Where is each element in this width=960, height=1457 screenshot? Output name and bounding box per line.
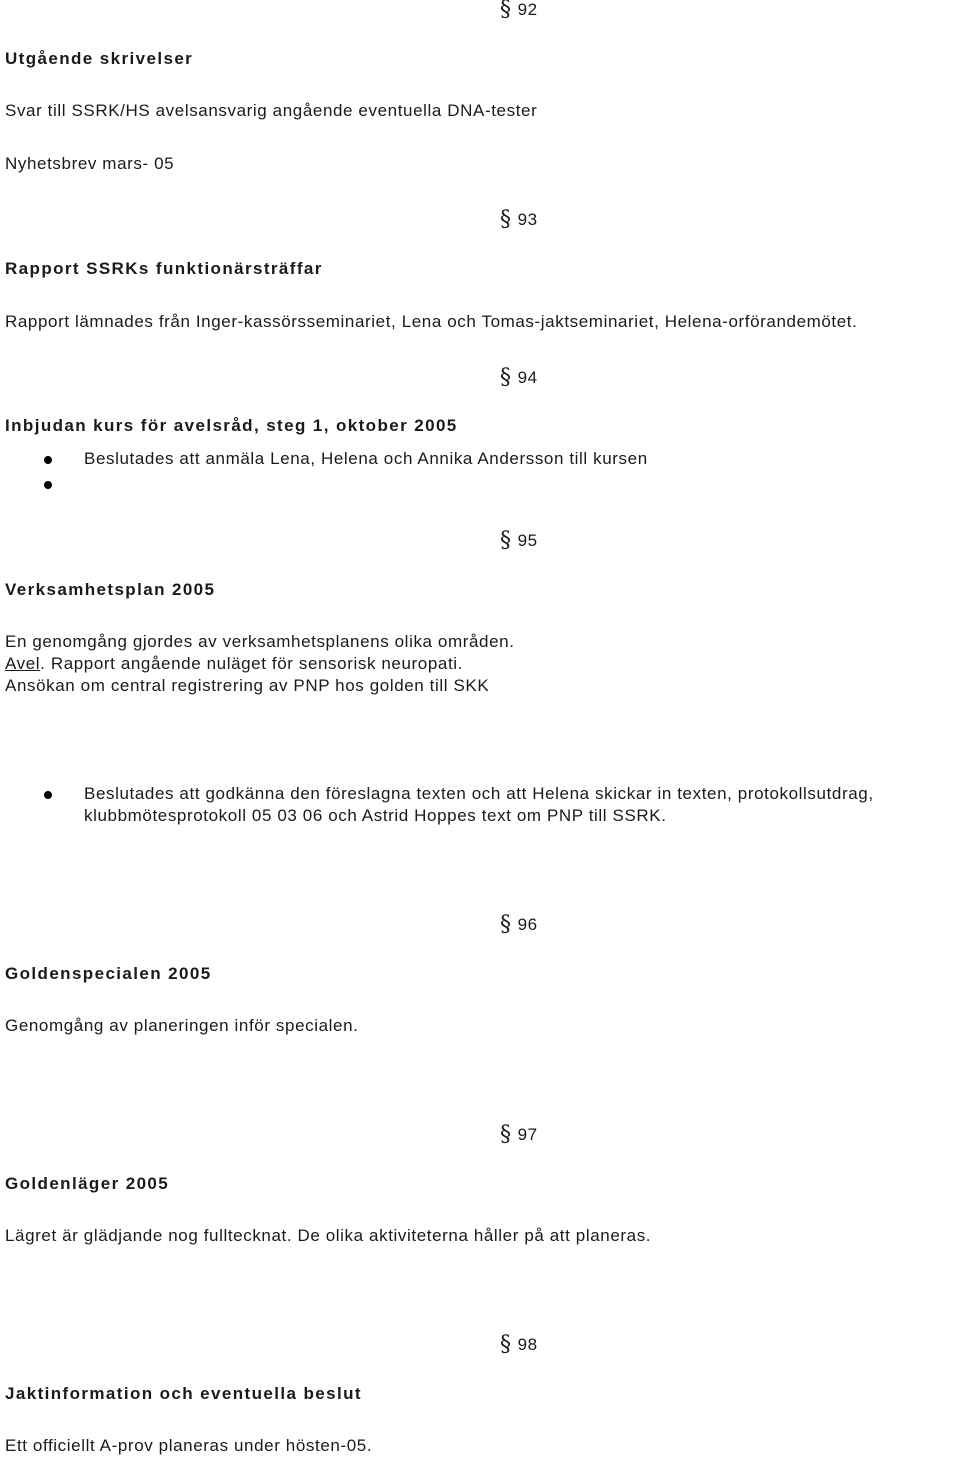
- paragraph-number-98: § 98: [500, 1332, 538, 1357]
- list-item: Beslutades att godkänna den föreslagna texten och att Helena skickar in texten, protokollsutdrag,: [84, 784, 874, 803]
- body-text: Genomgång av planeringen inför specialen.: [5, 1016, 359, 1035]
- section-heading: Jaktinformation och eventuella beslut: [5, 1384, 362, 1403]
- body-text: Lägret är glädjande nog fulltecknat. De olika aktiviteterna håller på att planeras.: [5, 1226, 652, 1245]
- section-sign: §: [500, 1122, 512, 1147]
- bullet-icon: [44, 456, 52, 464]
- paragraph-number-93: § 93: [500, 207, 538, 232]
- body-text: Rapport lämnades från Inger-kassörsseminariet, Lena och Tomas-jaktseminariet, Helena-orförandemötet.: [5, 312, 858, 331]
- paragraph-number-92: § 92: [500, 0, 538, 21]
- body-text: Svar till SSRK/HS avelsansvarig angående eventuella DNA-tester: [5, 101, 538, 120]
- section-sign: §: [500, 1332, 512, 1357]
- list-item: Beslutades att anmäla Lena, Helena och Annika Andersson till kursen: [84, 449, 648, 468]
- list-item-continued: klubbmötesprotokoll 05 03 06 och Astrid Hoppes text om PNP till SSRK.: [84, 806, 667, 825]
- paragraph-number-97: § 97: [500, 1122, 538, 1147]
- section-sign: §: [500, 365, 512, 390]
- body-text: Ett officiellt A-prov planeras under hösten-05.: [5, 1436, 373, 1455]
- body-text: Ansökan om central registrering av PNP hos golden till SKK: [5, 676, 490, 695]
- avel-link[interactable]: Avel: [5, 654, 41, 673]
- section-heading: Utgående skrivelser: [5, 49, 194, 68]
- section-sign: §: [500, 0, 512, 22]
- section-heading: Inbjudan kurs för avelsråd, steg 1, oktober 2005: [5, 416, 458, 435]
- section-heading: Goldenspecialen 2005: [5, 964, 212, 983]
- section-heading: Rapport SSRKs funktionärsträffar: [5, 259, 323, 278]
- body-text: Nyhetsbrev mars- 05: [5, 154, 175, 173]
- body-text: Avel. Rapport angående nuläget för sensorisk neuropati.: [5, 654, 463, 673]
- section-sign: §: [500, 207, 512, 232]
- section-heading: Goldenläger 2005: [5, 1174, 170, 1193]
- bullet-icon: [44, 791, 52, 799]
- paragraph-number-94: § 94: [500, 365, 538, 390]
- paragraph-number-95: § 95: [500, 528, 538, 553]
- section-heading: Verksamhetsplan 2005: [5, 580, 216, 599]
- body-text: En genomgång gjordes av verksamhetsplanens olika områden.: [5, 632, 515, 651]
- section-sign: §: [500, 912, 512, 937]
- paragraph-number-96: § 96: [500, 912, 538, 937]
- bullet-icon: [44, 481, 52, 489]
- section-sign: §: [500, 528, 512, 553]
